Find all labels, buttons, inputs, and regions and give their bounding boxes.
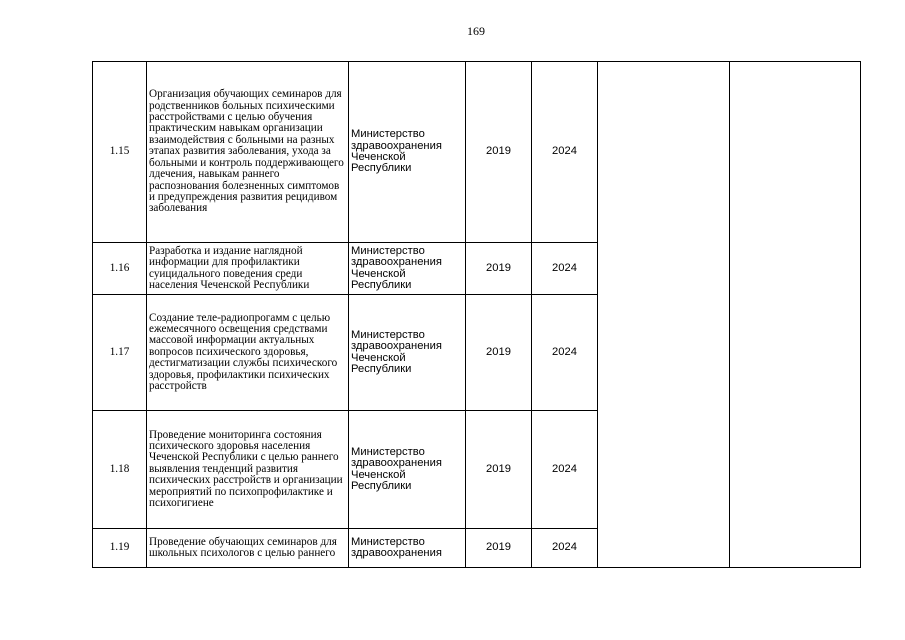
end-year: 2024 xyxy=(532,295,598,411)
event-description: Проведение обучающих семинаров для школьных психологов с целью раннего xyxy=(147,529,349,568)
end-year: 2024 xyxy=(532,529,598,568)
executor: Министерство здравоохранения Чеченской Республики xyxy=(349,62,466,243)
start-year: 2019 xyxy=(466,243,532,295)
executor: Министерство здравоохранения Чеченской Республики xyxy=(349,411,466,529)
row-number: 1.15 xyxy=(93,62,147,243)
start-year: 2019 xyxy=(466,411,532,529)
row-number: 1.19 xyxy=(93,529,147,568)
executor: Министерство здравоохранения xyxy=(349,529,466,568)
end-year: 2024 xyxy=(532,411,598,529)
event-description: Разработка и издание наглядной информации для профилактики суицидального поведения среди населения Чеченской Республики xyxy=(147,243,349,295)
event-description: Организация обучающих семинаров для родственников больных психическими расстройствами с целью обучения практическим навыкам организации взаимодействия с больными на разных этапах развития заболевания, ухода за больными и контроль поддерживающего лдечения, навыкам раннего распознования болезненных симптомов и предупреждения развития рецидивом заболевания xyxy=(147,62,349,243)
page-number: 169 xyxy=(467,24,485,38)
empty-merged-cell xyxy=(598,62,730,568)
start-year: 2019 xyxy=(466,62,532,243)
executor: Министерство здравоохранения Чеченской Республики xyxy=(349,243,466,295)
row-number: 1.17 xyxy=(93,295,147,411)
executor: Министерство здравоохранения Чеченской Республики xyxy=(349,295,466,411)
table-row xyxy=(93,62,861,243)
row-number: 1.18 xyxy=(93,411,147,529)
end-year: 2024 xyxy=(532,62,598,243)
row-number: 1.16 xyxy=(93,243,147,295)
end-year: 2024 xyxy=(532,243,598,295)
measures-table xyxy=(92,61,861,568)
event-description: Создание теле-радиопрогамм с целью ежемесячного освещения средствами массовой информации актуальных вопросов психического здоровья, дестигматизации службы психического здоровья, профилактики психических расстройств xyxy=(147,295,349,411)
event-description: Проведение мониторинга состояния психического здоровья населения Чеченской Республики с целью раннего выявления тенденций развития психических расстройств и организации мероприятий по психопрофилактике и психогигиене xyxy=(147,411,349,529)
start-year: 2019 xyxy=(466,529,532,568)
empty-merged-cell xyxy=(730,62,861,568)
start-year: 2019 xyxy=(466,295,532,411)
